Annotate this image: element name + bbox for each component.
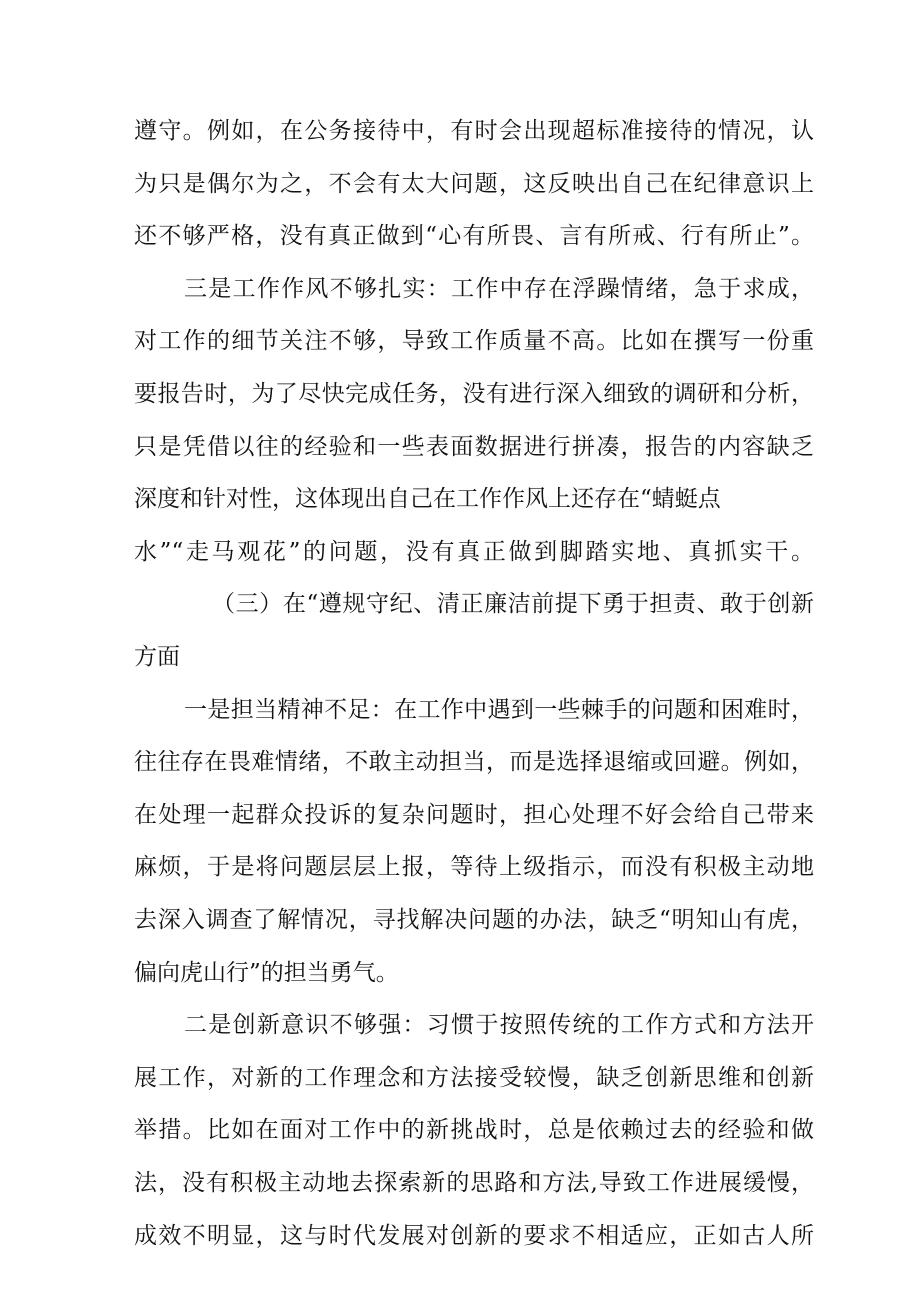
text-line-21: 法，没有积极主动地去探索新的思路和方法,导致工作进展缓慢，: [134, 1170, 814, 1196]
text-line-19: 展工作，对新的工作理念和方法接受较慢，缺乏创新思维和创新: [134, 1064, 814, 1091]
text-line-17: 偏向虎山行”的担当勇气。: [134, 959, 399, 986]
text-line-2: 为只是偶尔为之，不会有太大问题，这反映出自己在纪律意识上: [134, 170, 814, 197]
text-line-9: 水”“走马观花”的问题，没有真正做到脚踏实地、真抓实干。: [134, 538, 814, 565]
text-line-18: 二是创新意识不够强：习惯于按照传统的工作方式和方法开: [184, 1012, 814, 1039]
section-heading-line-2: 方面: [134, 644, 180, 670]
section-heading-line-1: （三）在“遵规守纪、清正廉洁前提下勇于担责、敢于创新: [212, 591, 814, 618]
text-line-15: 麻烦，于是将问题层层上报，等待上级指示，而没有积极主动地: [134, 854, 814, 881]
text-line-12: 一是担当精神不足：在工作中遇到一些棘手的问题和困难时，: [184, 696, 814, 723]
text-line-20: 举措。比如在面对工作中的新挑战时，总是依赖过去的经验和做: [134, 1117, 814, 1144]
text-line-3: 还不够严格，没有真正做到“心有所畏、言有所戒、行有所止”。: [134, 223, 814, 250]
text-line-16: 去深入调查了解情况，寻找解决问题的办法，缺乏“明知山有虎，: [134, 907, 814, 933]
text-line-7: 只是凭借以往的经验和一些表面数据进行拼凑，报告的内容缺乏: [134, 433, 814, 460]
text-line-13: 往往存在畏难情绪，不敢主动担当，而是选择退缩或回避。例如，: [134, 749, 814, 776]
text-line-8: 深度和针对性，这体现出自己在工作作风上还存在“蜻蜓点: [134, 486, 721, 513]
text-line-4: 三是工作作风不够扎实：工作中存在浮躁情绪，急于求成，: [184, 275, 814, 302]
text-line-1: 遵守。例如，在公务接待中，有时会出现超标准接待的情况，认: [134, 118, 814, 144]
text-line-22: 成效不明显，这与时代发展对创新的要求不相适应，正如古人所: [134, 1222, 814, 1249]
text-line-5: 对工作的细节关注不够，导致工作质量不高。比如在撰写一份重: [134, 328, 814, 355]
text-line-6: 要报告时，为了尽快完成任务，没有进行深入细致的调研和分析，: [134, 381, 814, 407]
text-line-14: 在处理一起群众投诉的复杂问题时，担心处理不好会给自己带来: [134, 801, 814, 828]
